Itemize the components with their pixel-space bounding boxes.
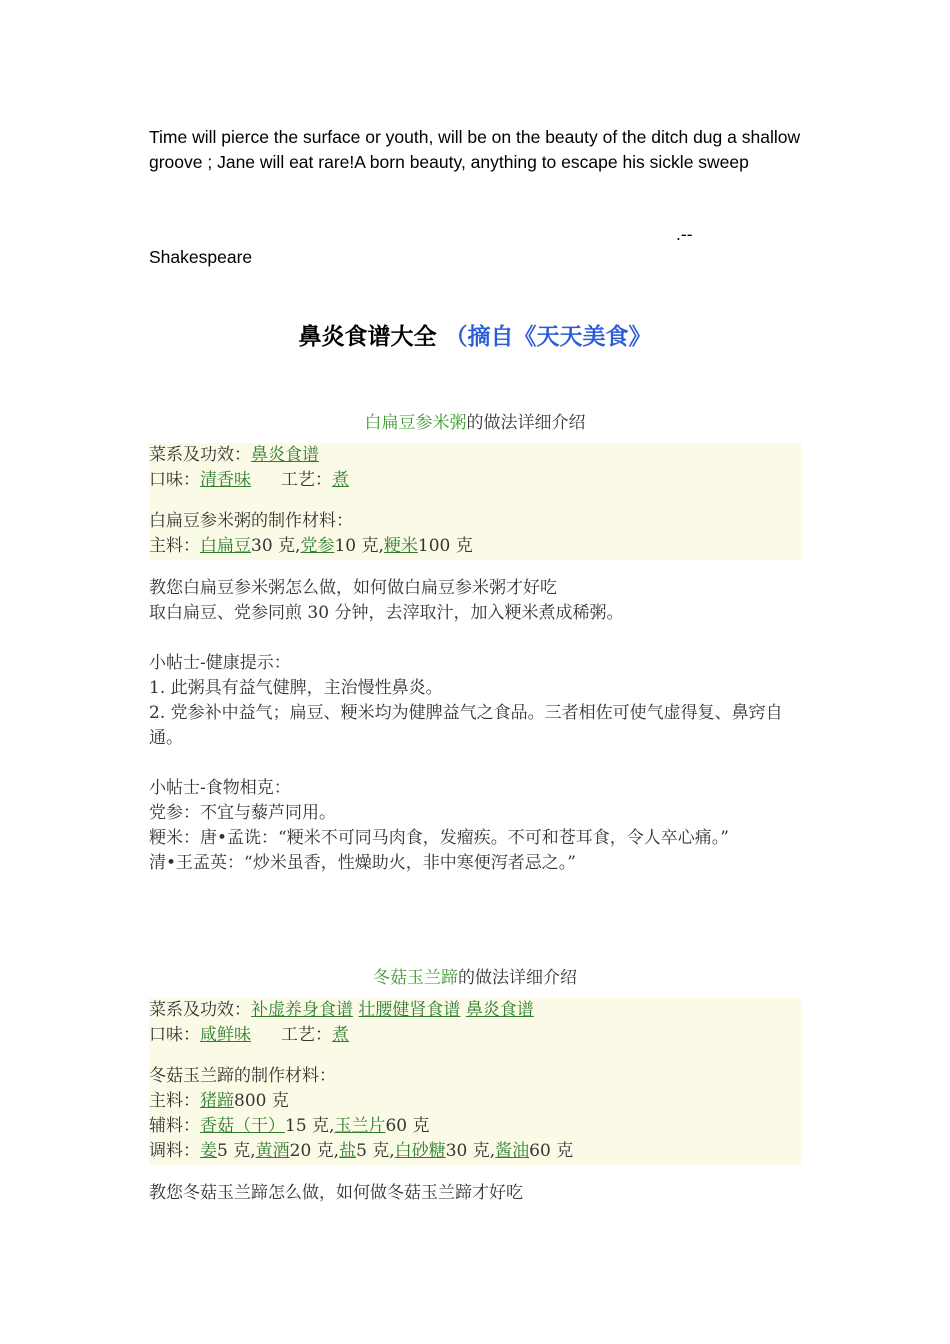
ingredient-link[interactable]: 黄酒 — [255, 1141, 290, 1161]
recipe2-body — [149, 1181, 809, 1206]
ingredient-link[interactable]: 白扁豆 — [200, 536, 251, 556]
recipe2-heading-suffix: 的做法详细介绍 — [458, 968, 577, 988]
recipe2-name: 冬菇玉兰蹄 — [373, 968, 458, 988]
recipe1-tip1-title: 小帖士-健康提示： — [149, 653, 291, 673]
recipe1-main-row — [149, 534, 801, 559]
recipe2-taste-label: 口味： — [149, 1025, 200, 1045]
recipe1-tip1-item: 1. 此粥具有益气健脾，主治慢性鼻炎。 — [149, 678, 443, 698]
recipe1-tip2-item: 党参：不宜与藜芦同用。 — [149, 803, 336, 823]
recipe1-heading — [0, 408, 950, 433]
recipe1-materials-title: 白扁豆参米粥的制作材料： — [149, 511, 353, 531]
recipe2-materials-title: 冬菇玉兰蹄的制作材料： — [149, 1066, 336, 1086]
recipe2-craft-link[interactable]: 煮 — [332, 1025, 349, 1045]
recipe2-category-label: 菜系及功效： — [149, 1000, 251, 1020]
ingredient-amount: 10 克, — [334, 536, 384, 556]
recipe1-body — [149, 576, 809, 876]
ingredient-link[interactable]: 白砂糖 — [394, 1141, 446, 1161]
quote-dash: .-- — [676, 224, 693, 244]
ingredient-amount: 20 克, — [289, 1141, 340, 1161]
ingredient-amount: 60 克 — [529, 1141, 574, 1161]
ingredient-amount: 800 克 — [234, 1091, 289, 1111]
ingredient-link[interactable]: 党参 — [300, 536, 335, 556]
ingredient-link[interactable]: 盐 — [339, 1141, 357, 1161]
recipe2-category-link[interactable]: 鼻炎食谱 — [465, 1000, 534, 1020]
recipe1-category-label: 菜系及功效： — [149, 445, 251, 465]
recipe2-season-label: 调料： — [149, 1141, 200, 1161]
recipe1-tip2-title: 小帖士-食物相克： — [149, 778, 291, 798]
ingredient-amount: 15 克, — [285, 1116, 335, 1136]
recipe1-category-link[interactable]: 鼻炎食谱 — [251, 445, 319, 465]
page-title — [0, 318, 950, 351]
ingredient-link[interactable]: 姜 — [200, 1141, 217, 1161]
recipe1-info-box — [149, 443, 801, 560]
recipe2-season-row — [149, 1139, 801, 1164]
title-source: （摘自《天天美食》 — [444, 324, 652, 350]
recipe1-heading-suffix: 的做法详细介绍 — [466, 413, 586, 433]
recipe2-main-row — [149, 1089, 801, 1114]
recipe1-taste-link[interactable]: 清香味 — [200, 470, 251, 490]
recipe2-aux-row — [149, 1114, 801, 1139]
recipe1-tip2-item: 粳米：唐•孟诜：“粳米不可同马肉食，发瘤疾。不可和苍耳食，令人卒心痛。” — [149, 828, 729, 848]
ingredient-link[interactable]: 香菇（干） — [200, 1116, 285, 1136]
ingredient-amount: 30 克, — [251, 536, 301, 556]
recipe2-main-label: 主料： — [149, 1091, 200, 1111]
recipe2-taste-link[interactable]: 咸鲜味 — [200, 1025, 251, 1045]
recipe1-main-label: 主料： — [149, 536, 200, 556]
quote-author: Shakespeare — [149, 247, 253, 267]
recipe1-craft-label: 工艺： — [281, 470, 332, 490]
ingredient-link[interactable]: 酱油 — [495, 1141, 530, 1161]
recipe1-howto-title: 教您白扁豆参米粥怎么做，如何做白扁豆参米粥才好吃 — [149, 578, 557, 598]
recipe1-tip1-item: 2. 党参补中益气；扁豆、粳米均为健脾益气之食品。三者相佐可使气虚得复、鼻窍自通。 — [149, 703, 783, 748]
ingredient-amount: 5 克, — [217, 1141, 256, 1161]
recipe1-howto: 取白扁豆、党参同煎 30 分钟，去滓取汁，加入粳米煮成稀粥。 — [149, 603, 624, 623]
ingredient-link[interactable]: 猪蹄 — [200, 1091, 234, 1111]
ingredient-amount: 30 克, — [445, 1141, 496, 1161]
recipe1-tip2-item: 清•王孟英：“炒米虽香，性燥助火，非中寒便泻者忌之。” — [149, 853, 576, 873]
recipe2-howto-title: 教您冬菇玉兰蹄怎么做，如何做冬菇玉兰蹄才好吃 — [149, 1183, 523, 1203]
recipe1-craft-link[interactable]: 煮 — [332, 470, 349, 490]
recipe2-aux-label: 辅料： — [149, 1116, 200, 1136]
recipe2-category-link[interactable]: 壮腰健肾食谱 — [358, 1000, 461, 1020]
ingredient-link[interactable]: 玉兰片 — [334, 1116, 386, 1136]
recipe2-heading — [0, 963, 950, 988]
recipe1-taste-row — [149, 468, 801, 493]
recipe2-category-link[interactable]: 补虚养身食谱 — [251, 1000, 353, 1020]
ingredient-link[interactable]: 粳米 — [383, 536, 418, 556]
recipe1-name: 白扁豆参米粥 — [364, 413, 467, 433]
quote-text: Time will pierce the surface or youth, will be on the beauty of the ditch dug a shallow groove ; Jane will eat rare!A born beauty, anything to escape his sickle sweep — [149, 127, 801, 172]
recipe2-category-row — [149, 998, 801, 1023]
recipe1-category-row — [149, 443, 801, 468]
recipe2-taste-row — [149, 1023, 801, 1048]
ingredient-amount: 100 克 — [417, 536, 473, 556]
title-main: 鼻炎食谱大全 — [298, 324, 437, 350]
recipe2-craft-label: 工艺： — [281, 1025, 332, 1045]
recipe2-info-box — [149, 998, 801, 1165]
ingredient-amount: 60 克 — [385, 1116, 430, 1136]
ingredient-amount: 5 克, — [356, 1141, 395, 1161]
recipe1-taste-label: 口味： — [149, 470, 200, 490]
